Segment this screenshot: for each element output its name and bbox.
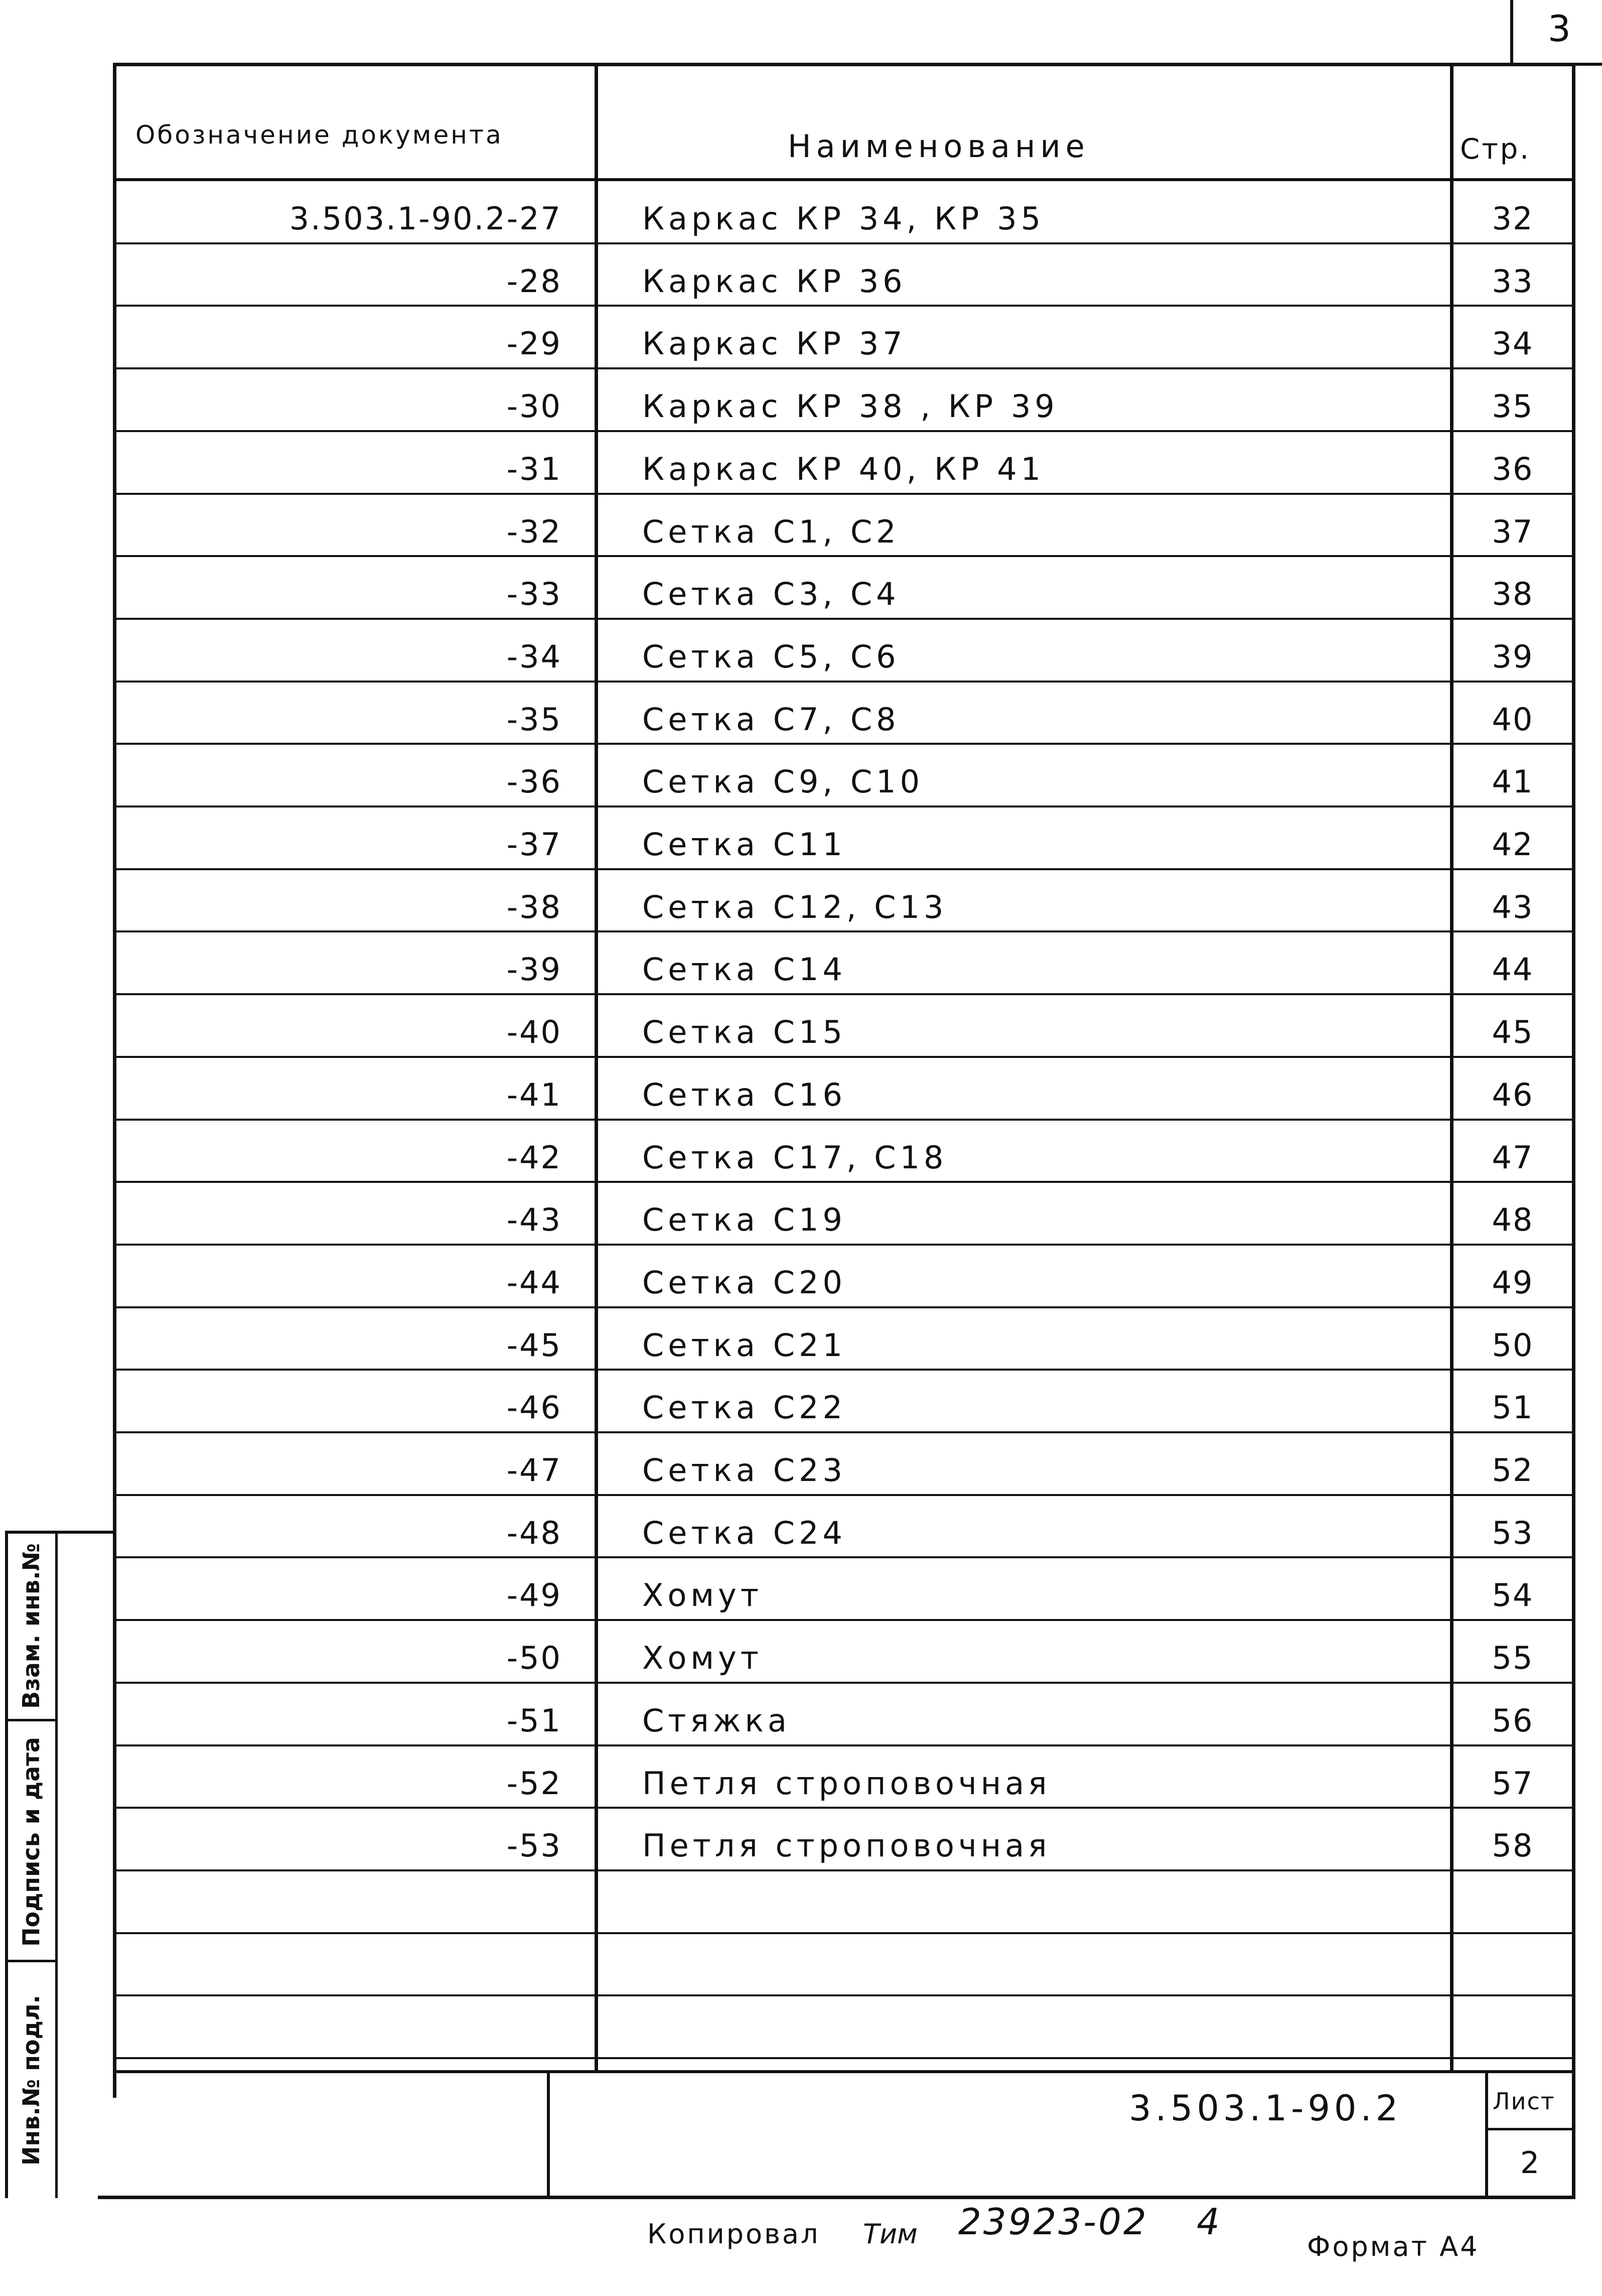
row-divider [113,1056,1575,1058]
row-divider [113,1556,1575,1558]
row-name: Сетка С19 [642,1201,846,1239]
row-name: Каркас КР 36 [642,262,907,300]
row-code: -28 [506,262,562,300]
row-name: Сетка С15 [642,1014,846,1051]
row-code: -51 [506,1702,562,1739]
row-code: -43 [506,1201,562,1239]
row-divider [113,1244,1575,1246]
row-name: Хомут [642,1640,763,1677]
row-code: -44 [506,1264,562,1301]
side-stamp-vzam-inv: Взам. инв.№ [18,1543,45,1709]
row-divider [113,805,1575,807]
row-divider [113,367,1575,369]
row-code: -45 [506,1326,562,1364]
row-divider [113,1744,1575,1746]
row-name: Сетка С17, С18 [642,1139,948,1176]
row-code: 3.503.1-90.2-27 [289,200,562,237]
row-divider [113,1306,1575,1308]
row-page: 41 [1492,763,1534,800]
row-code: -46 [506,1389,562,1426]
row-code: -31 [506,450,562,487]
row-code: -40 [506,1014,562,1051]
row-code: -39 [506,951,562,988]
row-divider [113,2057,1575,2059]
row-name: Сетка С20 [642,1264,846,1301]
title-block-left [547,2070,550,2198]
row-divider [113,1619,1575,1621]
frame-bottom [98,2196,1575,2199]
row-code: -37 [506,826,562,863]
row-page: 46 [1492,1076,1534,1113]
header-divider [113,178,1575,181]
row-divider [113,1431,1575,1433]
row-name: Сетка С14 [642,951,846,988]
row-page: 40 [1492,701,1534,738]
row-code: -32 [506,513,562,550]
row-divider [113,1994,1575,1996]
row-page: 39 [1492,638,1534,675]
title-block-sheet-divider [1485,2070,1488,2198]
row-name: Петля строповочная [642,1765,1051,1802]
row-page: 34 [1492,325,1534,362]
frame-top [113,63,1575,66]
row-code: -30 [506,388,562,425]
row-divider [113,1181,1575,1183]
row-page: 57 [1492,1765,1534,1802]
row-name: Сетка С16 [642,1076,846,1113]
column-divider-1 [595,63,598,2073]
row-page: 52 [1492,1452,1534,1489]
row-code: -38 [506,888,562,925]
row-divider [113,1369,1575,1371]
row-divider [113,743,1575,745]
row-code: -50 [506,1640,562,1677]
row-page: 55 [1492,1640,1534,1677]
header-page: Стр. [1460,133,1531,166]
row-code: -29 [506,325,562,362]
header-name: Наименование [788,128,1090,165]
row-page: 43 [1492,888,1534,925]
row-page: 37 [1492,513,1534,550]
row-name: Сетка С5, С6 [642,638,900,675]
row-divider [113,681,1575,683]
row-divider [113,1494,1575,1496]
row-divider [113,1682,1575,1684]
row-code: -41 [506,1076,562,1113]
row-code: -48 [506,1514,562,1551]
row-name: Хомут [642,1577,763,1614]
footer-copied: Копировал [647,2218,820,2250]
row-page: 47 [1492,1139,1534,1176]
row-divider [113,618,1575,620]
row-divider [113,242,1575,244]
row-name: Каркас КР 38 , КР 39 [642,388,1059,425]
row-page: 44 [1492,951,1534,988]
row-code: -36 [506,763,562,800]
row-name: Сетка С11 [642,826,846,863]
row-name: Сетка С3, С4 [642,576,900,613]
row-page: 56 [1492,1702,1534,1739]
row-divider [113,555,1575,557]
row-code: -49 [506,1577,562,1614]
row-name: Сетка С7, С8 [642,701,900,738]
row-code: -52 [506,1765,562,1802]
row-name: Каркас КР 40, КР 41 [642,450,1045,487]
row-divider [113,1807,1575,1809]
row-name: Сетка С23 [642,1452,846,1489]
row-name: Сетка С12, С13 [642,888,948,925]
row-page: 54 [1492,1577,1534,1614]
row-page: 50 [1492,1326,1534,1364]
row-code: -47 [506,1452,562,1489]
row-name: Петля строповочная [642,1827,1051,1864]
page-number-box-left [1510,0,1513,65]
row-divider [113,868,1575,870]
row-divider [113,993,1575,995]
sheet-number: 2 [1520,2145,1544,2181]
row-divider [113,1869,1575,1871]
row-divider [113,493,1575,495]
header-designation: Обозначение документа [135,120,503,150]
frame-right [1572,63,1575,2198]
row-divider [113,930,1575,932]
footer-order-number: 23923-02 [958,2201,1148,2243]
row-page: 35 [1492,388,1534,425]
row-divider [113,1932,1575,1934]
row-page: 53 [1492,1514,1534,1551]
title-block-top [113,2070,1575,2073]
footer-copied-initial: Тим [863,2218,918,2250]
row-name: Сетка С9, С10 [642,763,924,800]
row-code: -53 [506,1827,562,1864]
row-name: Сетка С24 [642,1514,846,1551]
row-page: 45 [1492,1014,1534,1051]
title-document-code: 3.503.1-90.2 [1129,2088,1402,2129]
row-name: Сетка С1, С2 [642,513,900,550]
row-page: 32 [1492,200,1534,237]
row-page: 58 [1492,1827,1534,1864]
side-stamp-podpis-data: Подпись и дата [18,1737,45,1947]
side-stamp-inv-podl: Инв.№ подл. [18,1995,45,2166]
row-divider [113,1119,1575,1121]
side-stamp-inner [55,1531,58,2198]
footer-format: Формат А4 [1307,2231,1480,2262]
row-code: -42 [506,1139,562,1176]
row-divider [113,305,1575,307]
row-page: 42 [1492,826,1534,863]
row-page: 36 [1492,450,1534,487]
row-name: Каркас КР 34, КР 35 [642,200,1045,237]
row-page: 38 [1492,576,1534,613]
row-code: -33 [506,576,562,613]
row-divider [113,430,1575,432]
side-stamp-outer-left [5,1531,8,2198]
row-name: Стяжка [642,1702,791,1739]
row-page: 49 [1492,1264,1534,1301]
page-number: 3 [1548,8,1575,50]
row-code: -35 [506,701,562,738]
sheet-label: Лист [1493,2088,1555,2115]
footer-order-sheet: 4 [1197,2201,1220,2243]
row-name: Каркас КР 37 [642,325,907,362]
column-divider-2 [1450,63,1453,2073]
row-name: Сетка С22 [642,1389,846,1426]
row-code: -34 [506,638,562,675]
row-page: 33 [1492,262,1534,300]
row-page: 51 [1492,1389,1534,1426]
row-name: Сетка С21 [642,1326,846,1364]
title-block-sheet-mid [1485,2128,1575,2130]
row-page: 48 [1492,1201,1534,1239]
